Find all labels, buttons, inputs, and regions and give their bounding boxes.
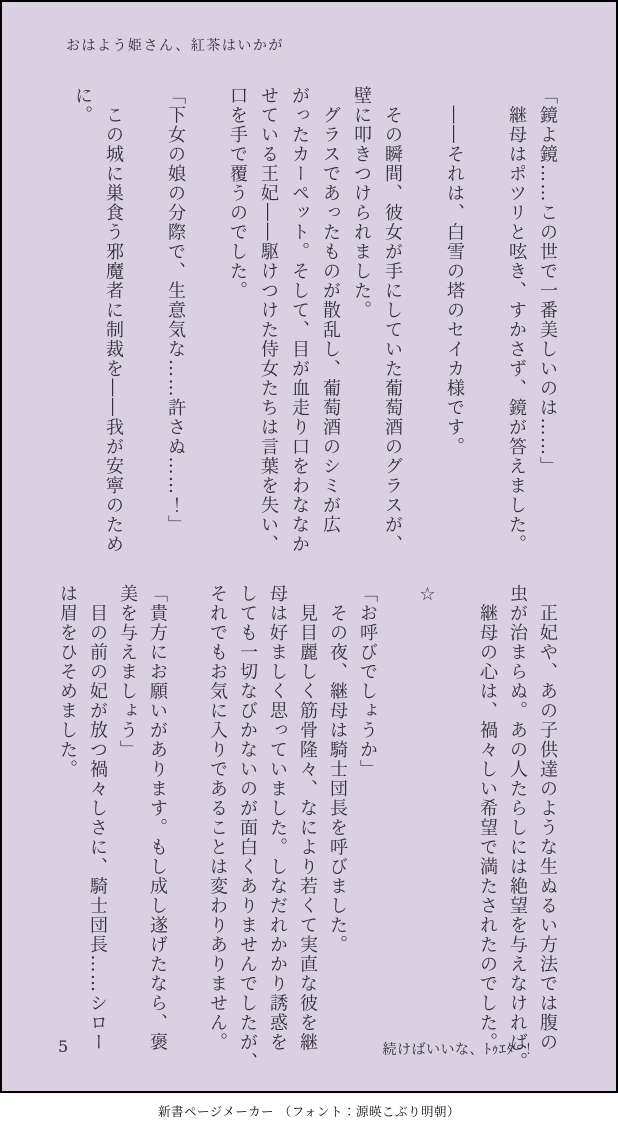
generator-credit: 新書ページメーカー （フォント：源暎こぶり明朝） — [158, 1104, 460, 1119]
page-number: 5 — [58, 1037, 69, 1056]
text-line: その瞬間、彼女が手にしていた葡萄酒のグラスが、 — [382, 86, 403, 554]
text-line — [401, 86, 432, 558]
text-line — [184, 86, 215, 558]
text-line: 口を手で覆うのでした。 — [227, 86, 248, 301]
vertical-text-top — [60, 86, 556, 558]
text-line: 「貴方にお願いがあります。もし成し遂げたなら、褒 — [147, 584, 168, 1052]
text-line: 目の前の妃が放つ禍々しさに、騎士団長……シロー — [87, 584, 108, 1052]
text-line: 見目麗しく筋骨隆々、なにより若くて実直な彼を継 — [297, 584, 318, 1052]
text-line: 正妃や、あの子供達のような生ぬるい方法では腹の — [537, 584, 558, 1052]
text-line: 「お呼びでしょうか」 — [357, 584, 378, 779]
footer-note: 続けばいいな、ﾄｩｴﾀｰ！ — [382, 1042, 536, 1058]
text-line — [376, 584, 406, 1056]
text-line: 美を与えましょう」 — [117, 584, 138, 760]
text-line: それでもお気に入りであることは変わりありません。 — [207, 584, 228, 1052]
credit-bar — [0, 1093, 618, 1132]
text-line: 虫が治まらぬ。あの人たらしには絶望を与えなければ。 — [507, 584, 528, 1072]
text-line: ☆ — [417, 584, 438, 607]
text-line: しても一切なびかないのが面白くありませんでしたが、 — [237, 584, 258, 1072]
text-line: に。 — [72, 86, 93, 125]
text-line: 継母はポツリと呟き、すかさず、鏡が答えました。 — [506, 86, 527, 554]
text-line: 「下女の娘の分際で、生意気な……許さぬ……！」 — [165, 86, 186, 535]
text-line: せている王妃――駆けつけた侍女たちは言葉を失い、 — [258, 86, 279, 554]
text-line — [436, 584, 466, 1056]
text-line: は眉をひそめました。 — [57, 584, 78, 779]
text-line — [463, 86, 494, 558]
text-line: 壁に叩きつけられました。 — [351, 86, 372, 320]
text-line: その夜、継母は騎士団長を呼びました。 — [327, 584, 348, 955]
text-line — [122, 86, 153, 558]
text-line: 「鏡よ鏡……この世で一番美しいのは……」 — [537, 86, 558, 476]
vertical-text-bottom — [46, 584, 558, 1072]
text-line: グラスであったものが散乱し、葡萄酒のシミが広 — [320, 86, 341, 535]
text-line: 母は好ましく思っていました。しなだれかかり誘惑を — [267, 584, 288, 1052]
text-line: この城に巣食う邪魔者に制裁を――我が安寧のため — [103, 86, 124, 554]
text-line: がったカーペット。そして、目が血走り口をわななか — [289, 86, 310, 554]
text-line: ――それは、白雪の塔のセイカ様です。 — [444, 86, 465, 457]
text-line — [166, 584, 196, 1056]
text-line: 継母の心は、禍々しい希望で満たされたのでした。 — [477, 584, 498, 1052]
page-header: おはよう姫さん、紅茶はいかが — [66, 38, 284, 54]
